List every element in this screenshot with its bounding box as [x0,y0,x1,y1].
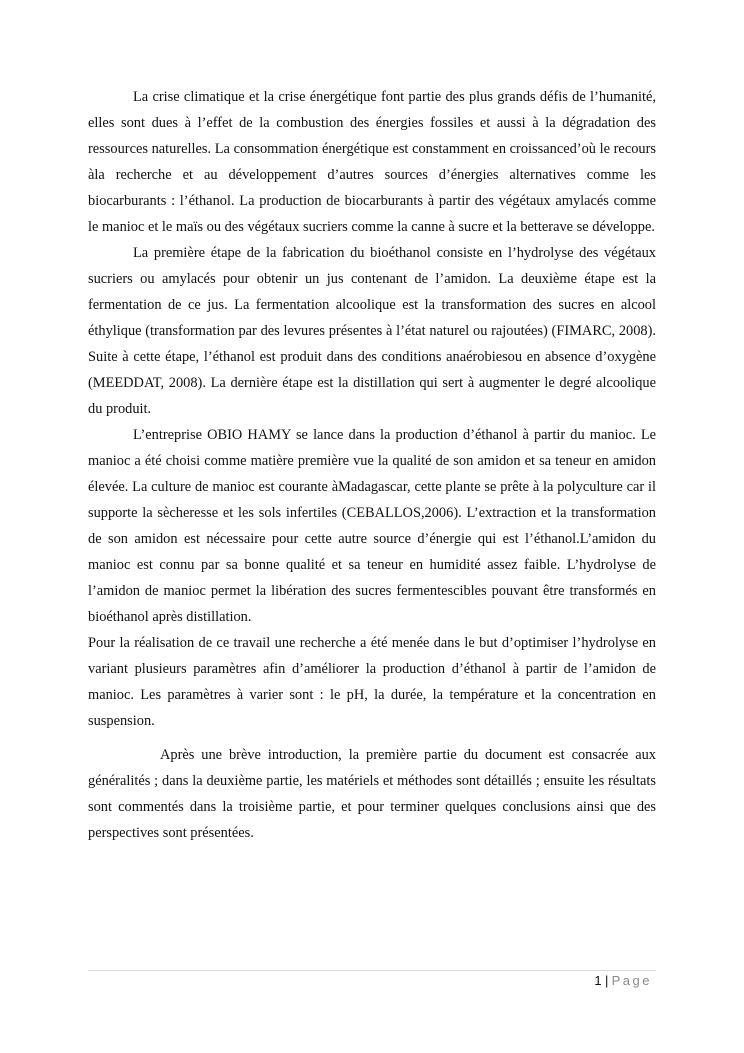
paragraph-obio-hamy: L’entreprise OBIO HAMY se lance dans la production d’éthanol à partir du manioc. Le manioc a été choisi comme matière première vue la qualité de son amidon et sa teneur en amidon élevée. La culture de manioc est courante àMadagascar, cette plante se prête à la polyculture car il supporte la sècheresse et les sols infertiles (CEBALLOS,2006). L’extraction et la transformation de son amidon est nécessaire pour cette autre source d’énergie qui est l’éthanol.L’amidon du manioc est connu par sa bonne qualité et sa teneur en humidité assez faible. L’hydrolyse de l’amidon de manioc permet la libération des sucres fermentescibles pouvant être transformés en bioéthanol après distillation. [88,427,656,625]
page-number: 1 [594,973,602,988]
page-footer [594,973,652,988]
paragraph-document-outline: Après une brève introduction, la première partie du document est consacrée aux généralités ; dans la deuxième partie, les matériels et méthodes sont détaillés ; ensuite les résultats sont commentés dans la troisième partie, et pour terminer quelques conclusions ainsi que des perspectives sont présentées. [88,747,656,841]
page-label: Page [611,973,652,988]
footer-divider [88,970,656,971]
paragraph-research-goal: Pour la réalisation de ce travail une recherche a été menée dans le but d’optimiser l’hydrolyse en variant plusieurs paramètres afin d’améliorer la production d’éthanol à partir de l’amidon de manioc. Les paramètres à varier sont : le pH, la durée, la température et la concentration en suspension. [88,635,656,729]
paragraph-climate-crisis: La crise climatique et la crise énergétique font partie des plus grands défis de l’humanité, elles sont dues à l’effet de la combustion des énergies fossiles et aussi à la dégradation des ressources naturelles. La consommation énergétique est constamment en croissanced’où le recours àla recherche et au développement d’autres sources d’énergies alternatives comme les biocarburants : l’éthanol. La production de biocarburants à partir des végétaux amylacés comme le manioc et le maïs ou des végétaux sucriers comme la canne à sucre et la betterave se développe. [88,89,656,235]
footer-separator: | [604,973,609,988]
document-body [88,84,656,846]
paragraph-bioethanol-steps: La première étape de la fabrication du bioéthanol consiste en l’hydrolyse des végétaux sucriers ou amylacés pour obtenir un jus contenant de l’amidon. La deuxième étape est la fermentation de ce jus. La fermentation alcoolique est la transformation des sucres en alcool éthylique (transformation par des levures présentes à l’état naturel ou rajoutées) (FIMARC, 2008). Suite à cette étape, l’éthanol est produit dans des conditions anaérobiesou en absence d’oxygène (MEEDDAT, 2008). La dernière étape est la distillation qui sert à augmenter le degré alcoolique du produit. [88,245,656,417]
